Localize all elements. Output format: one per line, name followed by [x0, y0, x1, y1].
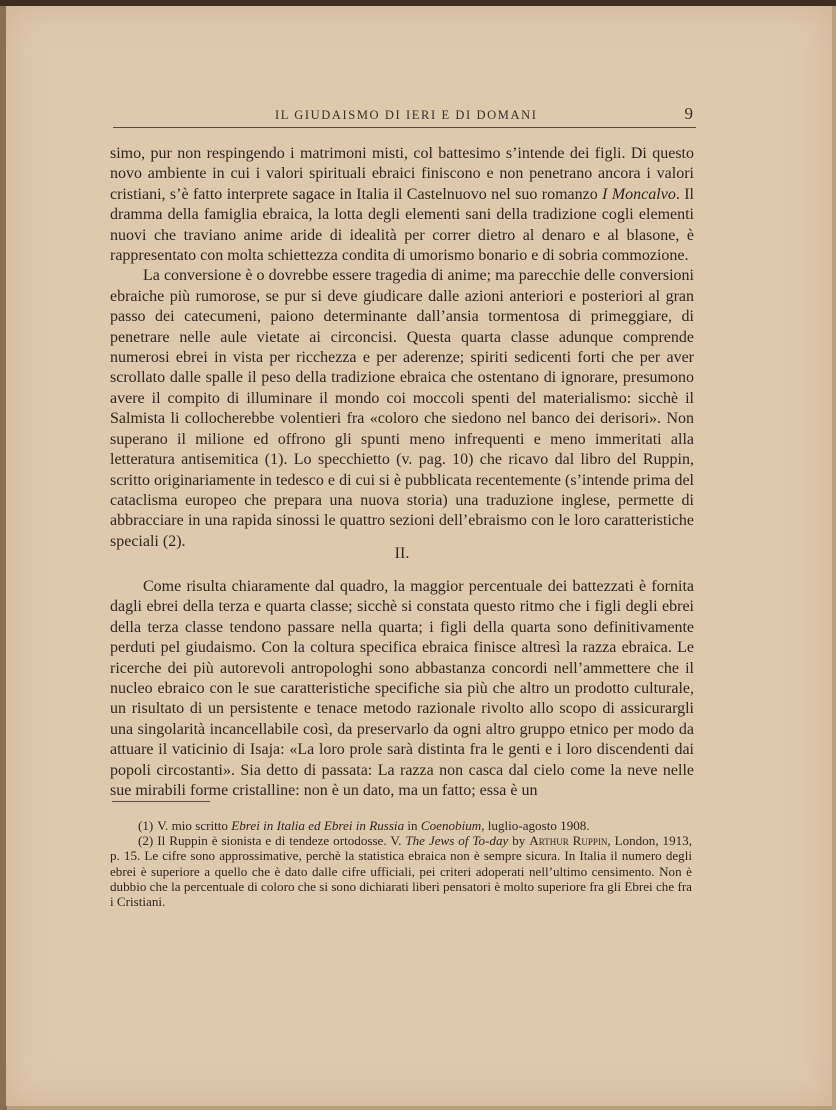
footnote-2-author: Arthur Ruppin [529, 833, 608, 849]
footnote-2-text: Il Ruppin è sionista e di tendeze ortodosse. V. [157, 833, 406, 849]
body-text-section-1 [110, 144, 694, 552]
footnote-2-text-c: , London, 1913, p. 15. Le cifre sono approssimative, perchè la statistica ebraica non è sempre sicura. In Italia il numero degli ebrei è superiore a quello che è dato dalle cifre ufficiali, pei criteri adoperati nell’ultimo censimento. Non è dubbio che la percentuale di coloro che si sono dichiarati liberi pensatori è molto superiore fra gli Ebrei che fra i Cristiani. [110, 833, 692, 910]
paragraph-1 [110, 144, 694, 266]
footnote-1-text-b: in [404, 818, 421, 833]
footnote-1-text-c: , luglio-agosto 1908. [481, 818, 590, 833]
paragraph-1-text: simo, pur non respingendo i matrimoni misti, col battesimo s’intende dei figli. Di questo novo ambiente in cui i valori spirituali ebraici finiscono e non penetrano ancora i valori cristiani, s’è fatto interprete sagace in Italia il Castelnuovo nel suo romanzo [110, 145, 694, 203]
footnote-rule [112, 801, 210, 802]
footnote-2-book-title: The Jews of To-day [405, 833, 509, 849]
footnote-2 [110, 833, 692, 909]
paragraph-2: La conversione è o dovrebbe essere tragedia di anime; ma parecchie delle conversioni ebraiche più rumorose, se pur si deve giudicare dalle azioni anteriori e posteriori al gran passo dei catecumeni, paiono determinante dall’ansia tormentosa di primeggiare, di penetrare nelle aule vietate ai circoncisi. Questa quarta classe adunque comprende numerosi ebrei in vista per ricchezza e per aderenze; spiriti sedicenti forti che per aver scrollato dalle spalle il peso della tradizione ebraica che ostentano di ignorare, presumono avere il compito di illuminare il mondo coi moccoli spenti del materialismo: sicchè il Salmista li collocherebbe volentieri fra «coloro che siedono nel banco dei derisori». Non superano il milione ed offrono gli spunti meno infrequenti e meno immeritati alla letteratura antisemitica (1). Lo specchietto (v. pag. 10) che ricavo dal libro del Ruppin, scritto originariamente in tedesco e di cui si è pubblicata recentemente (s’intende prima del cataclisma europeo che prepara una nuova storia) una traduzione inglese, permette di abbracciare in una rapida sinossi le quattro sezioni dell’ebraismo con le loro caratteristiche speciali (2). [110, 267, 694, 550]
page-edge-top [0, 0, 836, 6]
body-text-section-2 [110, 577, 694, 801]
footnote-1-journal-title: Coenobium [420, 818, 482, 833]
paragraph-3: Come risulta chiaramente dal quadro, la maggior percentuale dei battezzati è fornita dagli ebrei della terza e quarta classe; sicchè si constata questo ritmo che i figli degli ebrei della terza classe tendono passare nella quarta; i figli della quarta sono definitivamente perduti pel giudaismo. Con la coltura specifica ebraica finisce altresì la razza ebraica. Le ricerche dei più autorevoli antropologhi sono abbastanza concordi nell’ammettere che il nucleo ebraico con le sue caratteristiche specifiche sia più che altro un prodotto culturale, un risultato di un persistente e tenace metodo razionale rivolto allo scopo di assicurargli una singolarità incancellabile così, da preservarlo da ogni altro gruppo etnico per modo da attuare il vaticinio di Isaja: «La loro prole sarà distinta fra le genti e i loro discendenti dai popoli circostanti». Sia detto di passata: La razza non casca dal cielo come la neve nelle sue mirabili forme cristalline: non è un dato, ma un fatto; essa è un [110, 578, 694, 800]
novel-title: I Moncalvo [602, 185, 676, 203]
paragraph-1-end: . Il dramma della famiglia ebraica, la lotta degli elementi sani della tradizione cogli elementi nuovi che traviano anime aride di idealità per correr dietro al denaro e al blasone, è rappresentato con molta schiettezza condita di umorismo bonario e di sobria commozione. [110, 185, 694, 265]
footnote-1-marker: (1) [138, 818, 154, 833]
footnote-1-text: V. mio scritto [157, 818, 232, 833]
footnote-2-text-b: by [508, 833, 530, 849]
header-rule [113, 127, 696, 128]
footnotes [110, 818, 692, 909]
footnote-2-marker: (2) [138, 833, 154, 849]
section-heading: II. [394, 545, 410, 562]
running-title: IL GIUDAISMO DI IERI E DI DOMANI [275, 108, 538, 122]
page-number: 9 [684, 104, 693, 123]
running-head [113, 106, 696, 128]
footnote-1-work-title: Ebrei in Italia ed Ebrei in Russia [231, 818, 405, 833]
footnote-1 [110, 818, 692, 833]
